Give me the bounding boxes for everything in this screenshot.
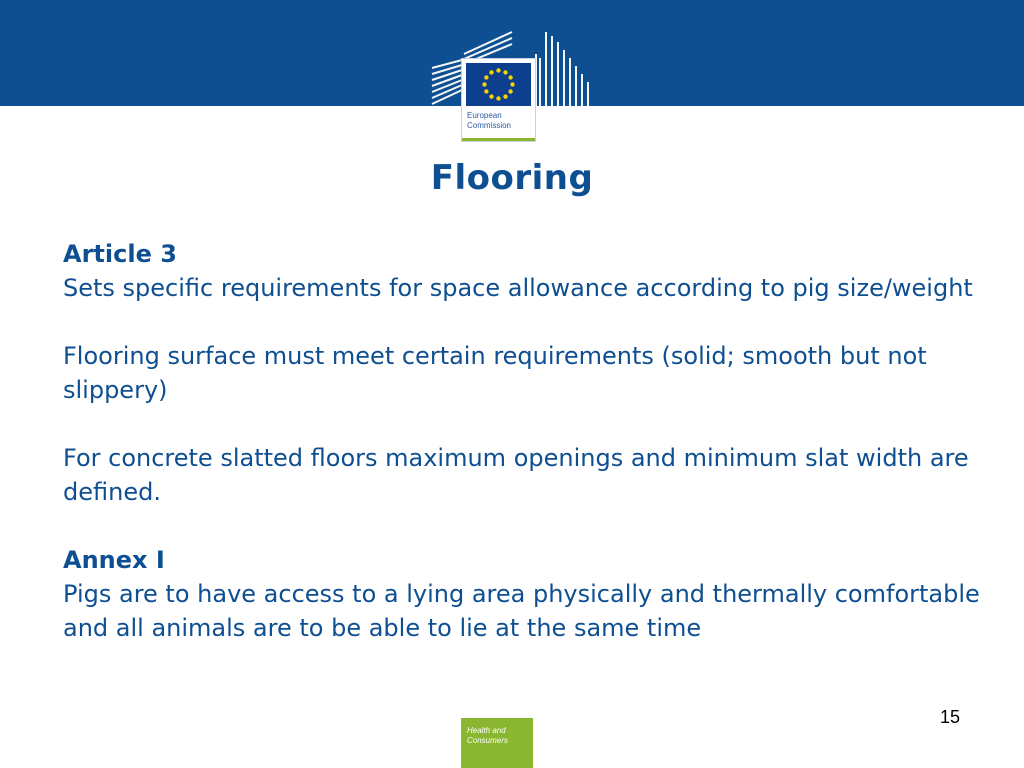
badge-label bbox=[467, 726, 531, 746]
annex-heading: Annex I bbox=[63, 546, 165, 574]
paragraph-spacer bbox=[63, 305, 1003, 339]
slide-body bbox=[63, 237, 1003, 645]
slide-title: Flooring bbox=[430, 158, 594, 198]
badge-text-line2: Consumers bbox=[467, 736, 508, 745]
annex-text: Pigs are to have access to a lying area physically and thermally comfortable and all animals are to be able to lie at the same time bbox=[63, 580, 980, 642]
logo-label bbox=[467, 111, 533, 131]
page-number: 15 bbox=[939, 707, 961, 727]
badge-text-line1: Health and bbox=[467, 726, 506, 735]
logo-text-line1: European bbox=[467, 111, 502, 120]
eu-flag-icon bbox=[466, 63, 531, 106]
logo-text-line2: Commission bbox=[467, 121, 512, 130]
paragraph-spacer bbox=[63, 509, 1003, 543]
european-commission-logo bbox=[428, 28, 596, 144]
flooring-surface-paragraph: Flooring surface must meet certain requirements (solid; smooth but not slippery) bbox=[63, 342, 927, 404]
concrete-floors-paragraph: For concrete slatted floors maximum openings and minimum slat width are defined. bbox=[63, 444, 969, 506]
article-heading: Article 3 bbox=[63, 240, 177, 268]
logo-green-base bbox=[462, 138, 535, 141]
health-consumers-badge bbox=[461, 718, 533, 768]
logo-emblem-box bbox=[461, 58, 536, 142]
article-text: Sets specific requirements for space allowance according to pig size/weight bbox=[63, 274, 973, 302]
paragraph-spacer bbox=[63, 407, 1003, 441]
